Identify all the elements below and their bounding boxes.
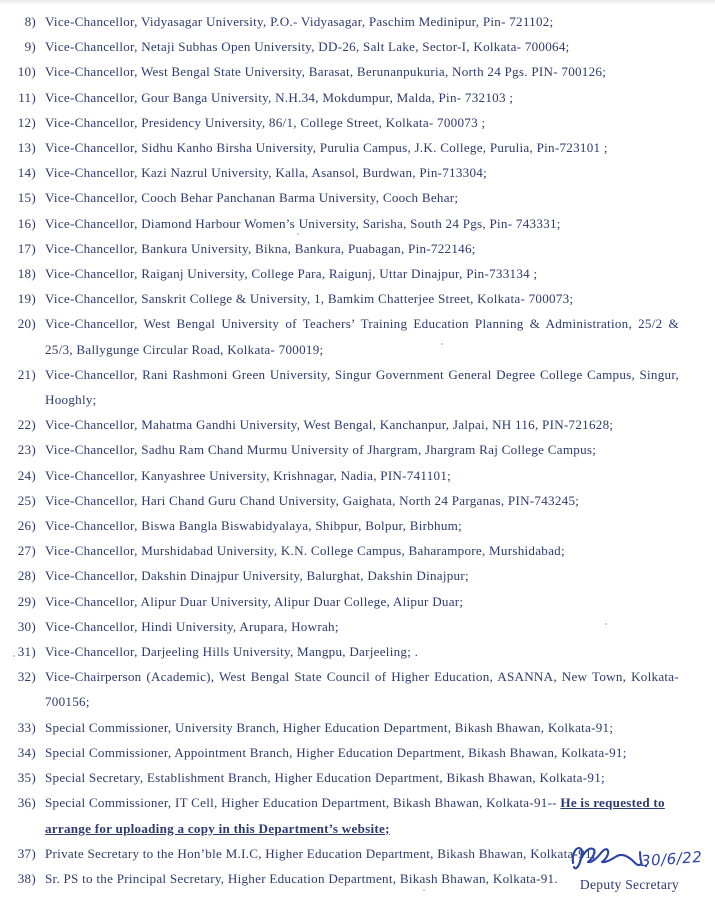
list-item-body: Special Commissioner, Appointment Branch, Higher Education Department, Bikash Bhawan, Kolkata-91; — [45, 744, 627, 760]
list-item-text — [45, 639, 679, 664]
list-item-text — [45, 488, 679, 513]
list-item-text — [45, 211, 679, 236]
distribution-list — [14, 9, 679, 891]
list-item — [14, 513, 679, 538]
list-item-text — [45, 286, 679, 311]
list-item-number: 19) — [17, 291, 36, 307]
list-item-body: Vice-Chancellor, Sidhu Kanho Birsha University, Purulia Campus, J.K. College, Purulia, Pin-723101 ; — [45, 140, 608, 156]
list-item — [14, 185, 679, 210]
list-item-number: 15) — [17, 190, 36, 206]
list-item-text — [45, 614, 679, 639]
list-item-body: Vice-Chairperson (Academic), West Bengal State Council of Higher Education, ASANNA, New Town, Kolkata- 700156; — [45, 669, 679, 710]
list-item-body: Vice-Chancellor, Hari Chand Guru Chand University, Gaighata, North 24 Parganas, PIN-743245; — [45, 492, 580, 508]
list-item-text — [45, 135, 679, 160]
list-item — [14, 261, 679, 286]
list-item — [14, 740, 679, 765]
list-item — [14, 160, 679, 185]
list-item — [14, 715, 679, 740]
list-item-number: 37) — [17, 845, 36, 861]
list-item — [14, 437, 679, 462]
list-item-body: Vice-Chancellor, Vidyasagar University, P.O.- Vidyasagar, Paschim Medinipur, Pin- 721102; — [45, 14, 554, 29]
list-item — [14, 463, 679, 488]
list-item-text — [45, 85, 679, 110]
list-item — [14, 538, 679, 563]
list-item-number: 31) — [17, 644, 36, 660]
signature-date: 30/6/22 — [640, 847, 703, 871]
list-item-text — [45, 513, 679, 538]
list-item-body: Vice-Chancellor, Diamond Harbour Women’s University, Sarisha, South 24 Pgs, Pin- 743331; — [45, 215, 561, 231]
list-item-text — [45, 437, 679, 462]
list-item-number: 14) — [17, 165, 36, 181]
list-item — [14, 9, 679, 34]
list-item-body: Vice-Chancellor, Mahatma Gandhi University, West Bengal, Kanchanpur, Jalpai, NH 116, PIN-721628; — [45, 417, 614, 433]
list-item-number: 20) — [17, 316, 36, 332]
list-item-text — [45, 34, 679, 59]
list-item-number: 25) — [17, 492, 36, 508]
list-item-text — [45, 185, 679, 210]
list-item-body: Vice-Chancellor, West Bengal State University, Barasat, Berunanpukuria, North 24 Pgs. PIN- 700126; — [45, 64, 607, 80]
list-item-body: Vice-Chancellor, Alipur Duar University, Alipur Duar College, Alipur Duar; — [45, 593, 464, 609]
list-item-number: 11) — [18, 89, 36, 105]
list-item-body: Vice-Chancellor, Sanskrit College & University, 1, Bamkim Chatterjee Street, Kolkata- 700073; — [45, 291, 574, 307]
list-item-number: 34) — [17, 744, 36, 760]
signatory-designation: Deputy Secretary — [579, 877, 679, 892]
list-item-text — [45, 362, 679, 412]
list-item — [14, 765, 679, 790]
list-item-number: 21) — [17, 366, 36, 382]
list-item-body: Vice-Chancellor, Netaji Subhas Open University, DD-26, Salt Lake, Sector-I, Kolkata- 700064; — [45, 39, 570, 55]
list-item — [14, 59, 679, 84]
list-item-body: Private Secretary to the Hon’ble M.I.C, Higher Education Department, Bikash Bhawan, Kolkata-91; — [45, 845, 596, 861]
list-item — [14, 34, 679, 59]
list-item-text — [45, 563, 679, 588]
list-item — [14, 110, 679, 135]
list-item-body: Vice-Chancellor, Kanyashree University, Krishnagar, Nadia, PIN-741101; — [45, 467, 452, 483]
list-item-number: 35) — [17, 770, 36, 786]
list-item — [14, 614, 679, 639]
list-item-number: 10) — [17, 64, 36, 80]
list-item-body: Vice-Chancellor, West Bengal University of Teachers’ Training Education Planning & Administration, 25/2 & 25/3, Ballygunge Circular Road, Kolkata- 700019; — [45, 316, 679, 357]
list-item-number: 38) — [17, 870, 36, 886]
list-item-text — [45, 664, 679, 714]
list-item-text — [45, 740, 679, 765]
list-item-number: 12) — [17, 114, 36, 130]
list-item-body: Vice-Chancellor, Cooch Behar Panchanan Barma University, Cooch Behar; — [45, 190, 459, 206]
list-item-number: 36) — [17, 795, 36, 811]
list-item-text — [45, 538, 679, 563]
list-item — [14, 412, 679, 437]
list-item — [14, 286, 679, 311]
list-item-number: 29) — [17, 593, 36, 609]
list-item-text — [45, 311, 679, 361]
list-item — [14, 236, 679, 261]
list-item-text — [45, 160, 679, 185]
list-item-body: Vice-Chancellor, Presidency University, 86/1, College Street, Kolkata- 700073 ; — [45, 114, 486, 130]
list-item — [14, 639, 679, 664]
list-item-body: Vice-Chancellor, Gour Banga University, N.H.34, Mokdumpur, Malda, Pin- 732103 ; — [45, 89, 514, 105]
list-item — [14, 211, 679, 236]
list-item-number: 22) — [17, 417, 36, 433]
list-item-number: 13) — [17, 140, 36, 156]
list-item-number: 32) — [17, 669, 36, 685]
list-item — [14, 311, 679, 361]
list-item — [14, 563, 679, 588]
list-item-body: Vice-Chancellor, Hindi University, Arupara, Howrah; — [45, 618, 339, 634]
list-item-text — [45, 236, 679, 261]
list-item — [14, 362, 679, 412]
list-item-body: Sr. PS to the Principal Secretary, Higher Education Department, Bikash Bhawan, Kolkata-91. — [45, 870, 558, 886]
list-item-text — [45, 463, 679, 488]
list-item-text — [45, 261, 679, 286]
list-item-body: Special Commissioner, IT Cell, Higher Education Department, Bikash Bhawan, Kolkata-91-- — [45, 795, 561, 811]
list-item-text — [45, 110, 679, 135]
list-item-number: 26) — [17, 518, 36, 534]
list-item-body: Vice-Chancellor, Darjeeling Hills University, Mangpu, Darjeeling; . — [45, 644, 419, 660]
list-item-body: Vice-Chancellor, Raiganj University, College Para, Raigunj, Uttar Dinajpur, Pin-733134 ; — [45, 266, 538, 282]
list-item-body: Vice-Chancellor, Murshidabad University, K.N. College Campus, Baharampore, Murshidabad; — [45, 543, 565, 559]
list-item-body: Vice-Chancellor, Dakshin Dinajpur University, Balurghat, Dakshin Dinajpur; — [45, 568, 469, 584]
list-item-number: 27) — [17, 543, 36, 559]
list-item-text — [45, 790, 679, 840]
list-item-body: Vice-Chancellor, Rani Rashmoni Green University, Singur Government General Degree College Campus, Singur, Hooghly; — [45, 366, 679, 408]
list-item — [14, 135, 679, 160]
list-item — [14, 664, 679, 714]
list-item — [14, 488, 679, 513]
list-item-body: Vice-Chancellor, Biswa Bangla Biswabidyalaya, Shibpur, Bolpur, Birbhum; — [45, 518, 462, 534]
list-item-body: Vice-Chancellor, Bankura University, Bikna, Bankura, Puabagan, Pin-722146; — [45, 240, 476, 256]
list-item-number: 30) — [17, 618, 36, 634]
list-item-text — [45, 715, 679, 740]
list-item-text — [45, 589, 679, 614]
list-item-text — [45, 765, 679, 790]
list-item-body: Special Secretary, Establishment Branch, Higher Education Department, Bikash Bhawan, Kolkata-91; — [45, 770, 605, 786]
list-item-number: 16) — [17, 215, 36, 231]
list-item-text — [45, 412, 679, 437]
list-item — [14, 790, 679, 840]
list-item — [14, 85, 679, 110]
list-item-text — [45, 59, 679, 84]
list-item-number: 17) — [17, 240, 36, 256]
list-item-text — [45, 9, 679, 34]
list-item-body: Vice-Chancellor, Kazi Nazrul University, Kalla, Asansol, Burdwan, Pin-713304; — [45, 165, 488, 181]
list-item-number: 33) — [17, 719, 36, 735]
signature-block — [0, 843, 715, 905]
list-item-number: 23) — [17, 442, 36, 458]
list-item-number: 9) — [24, 39, 36, 55]
list-item-number: 28) — [17, 568, 36, 584]
list-item — [14, 589, 679, 614]
list-item-number: 24) — [17, 467, 36, 483]
list-item-body: Vice-Chancellor, Sadhu Ram Chand Murmu University of Jhargram, Jhargram Raj College Campus; — [45, 442, 597, 458]
list-item-number: 8) — [24, 14, 36, 29]
list-item-emphasis: He is requested to arrange for uploading a copy in this Department’s website; — [45, 795, 665, 836]
list-item-body: Special Commissioner, University Branch, Higher Education Department, Bikash Bhawan, Kolkata-91; — [45, 719, 614, 735]
list-item-number: 18) — [17, 266, 36, 282]
